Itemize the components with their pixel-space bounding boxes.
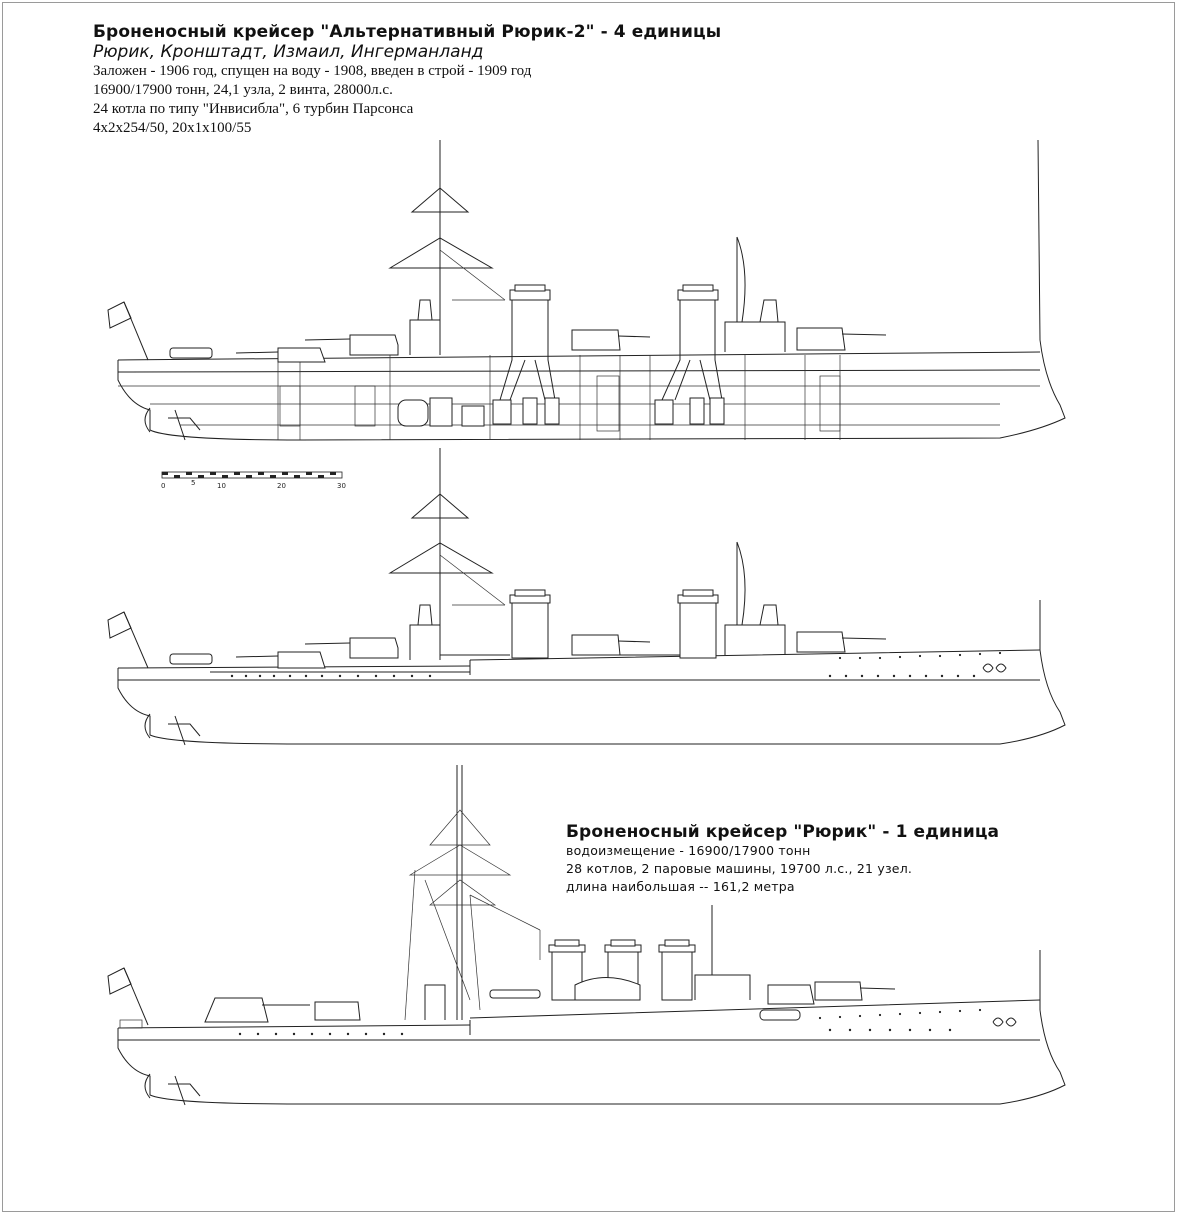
scale-label-5: 5 <box>191 479 196 487</box>
scale-label-30: 30 <box>337 482 346 490</box>
ship-profile-sectional <box>108 140 1065 440</box>
design-title: Броненосный крейсер "Альтернативный Рюрик-2" - 4 единицы <box>93 22 722 42</box>
original-title: Броненосный крейсер "Рюрик" - 1 единица <box>566 822 1000 842</box>
design-spec-2: 16900/17900 тонн, 24,1 узла, 2 винта, 28000л.с. <box>93 82 393 98</box>
design-ship-names: Рюрик, Кронштадт, Измаил, Ингерманланд <box>93 42 484 62</box>
design-spec-1: Заложен - 1906 год, спущен на воду - 1908, введен в строй - 1909 год <box>93 63 532 79</box>
scale-bar <box>161 472 346 490</box>
design-spec-4: 4x2x254/50, 20x1x100/55 <box>93 120 252 136</box>
ship-profile-original <box>108 765 1065 1105</box>
ship-profile-external <box>108 448 1065 745</box>
scale-label-0: 0 <box>161 482 166 490</box>
design-spec-3: 24 котла по типу "Инвисибла", 6 турбин Парсонса <box>93 101 414 117</box>
scale-label-10: 10 <box>217 482 226 490</box>
original-spec-3: длина наибольшая -- 161,2 метра <box>566 879 795 894</box>
scale-label-20: 20 <box>277 482 286 490</box>
original-spec-1: водоизмещение - 16900/17900 тонн <box>566 843 811 858</box>
original-spec-2: 28 котлов, 2 паровые машины, 19700 л.с., 21 узел. <box>566 861 913 876</box>
